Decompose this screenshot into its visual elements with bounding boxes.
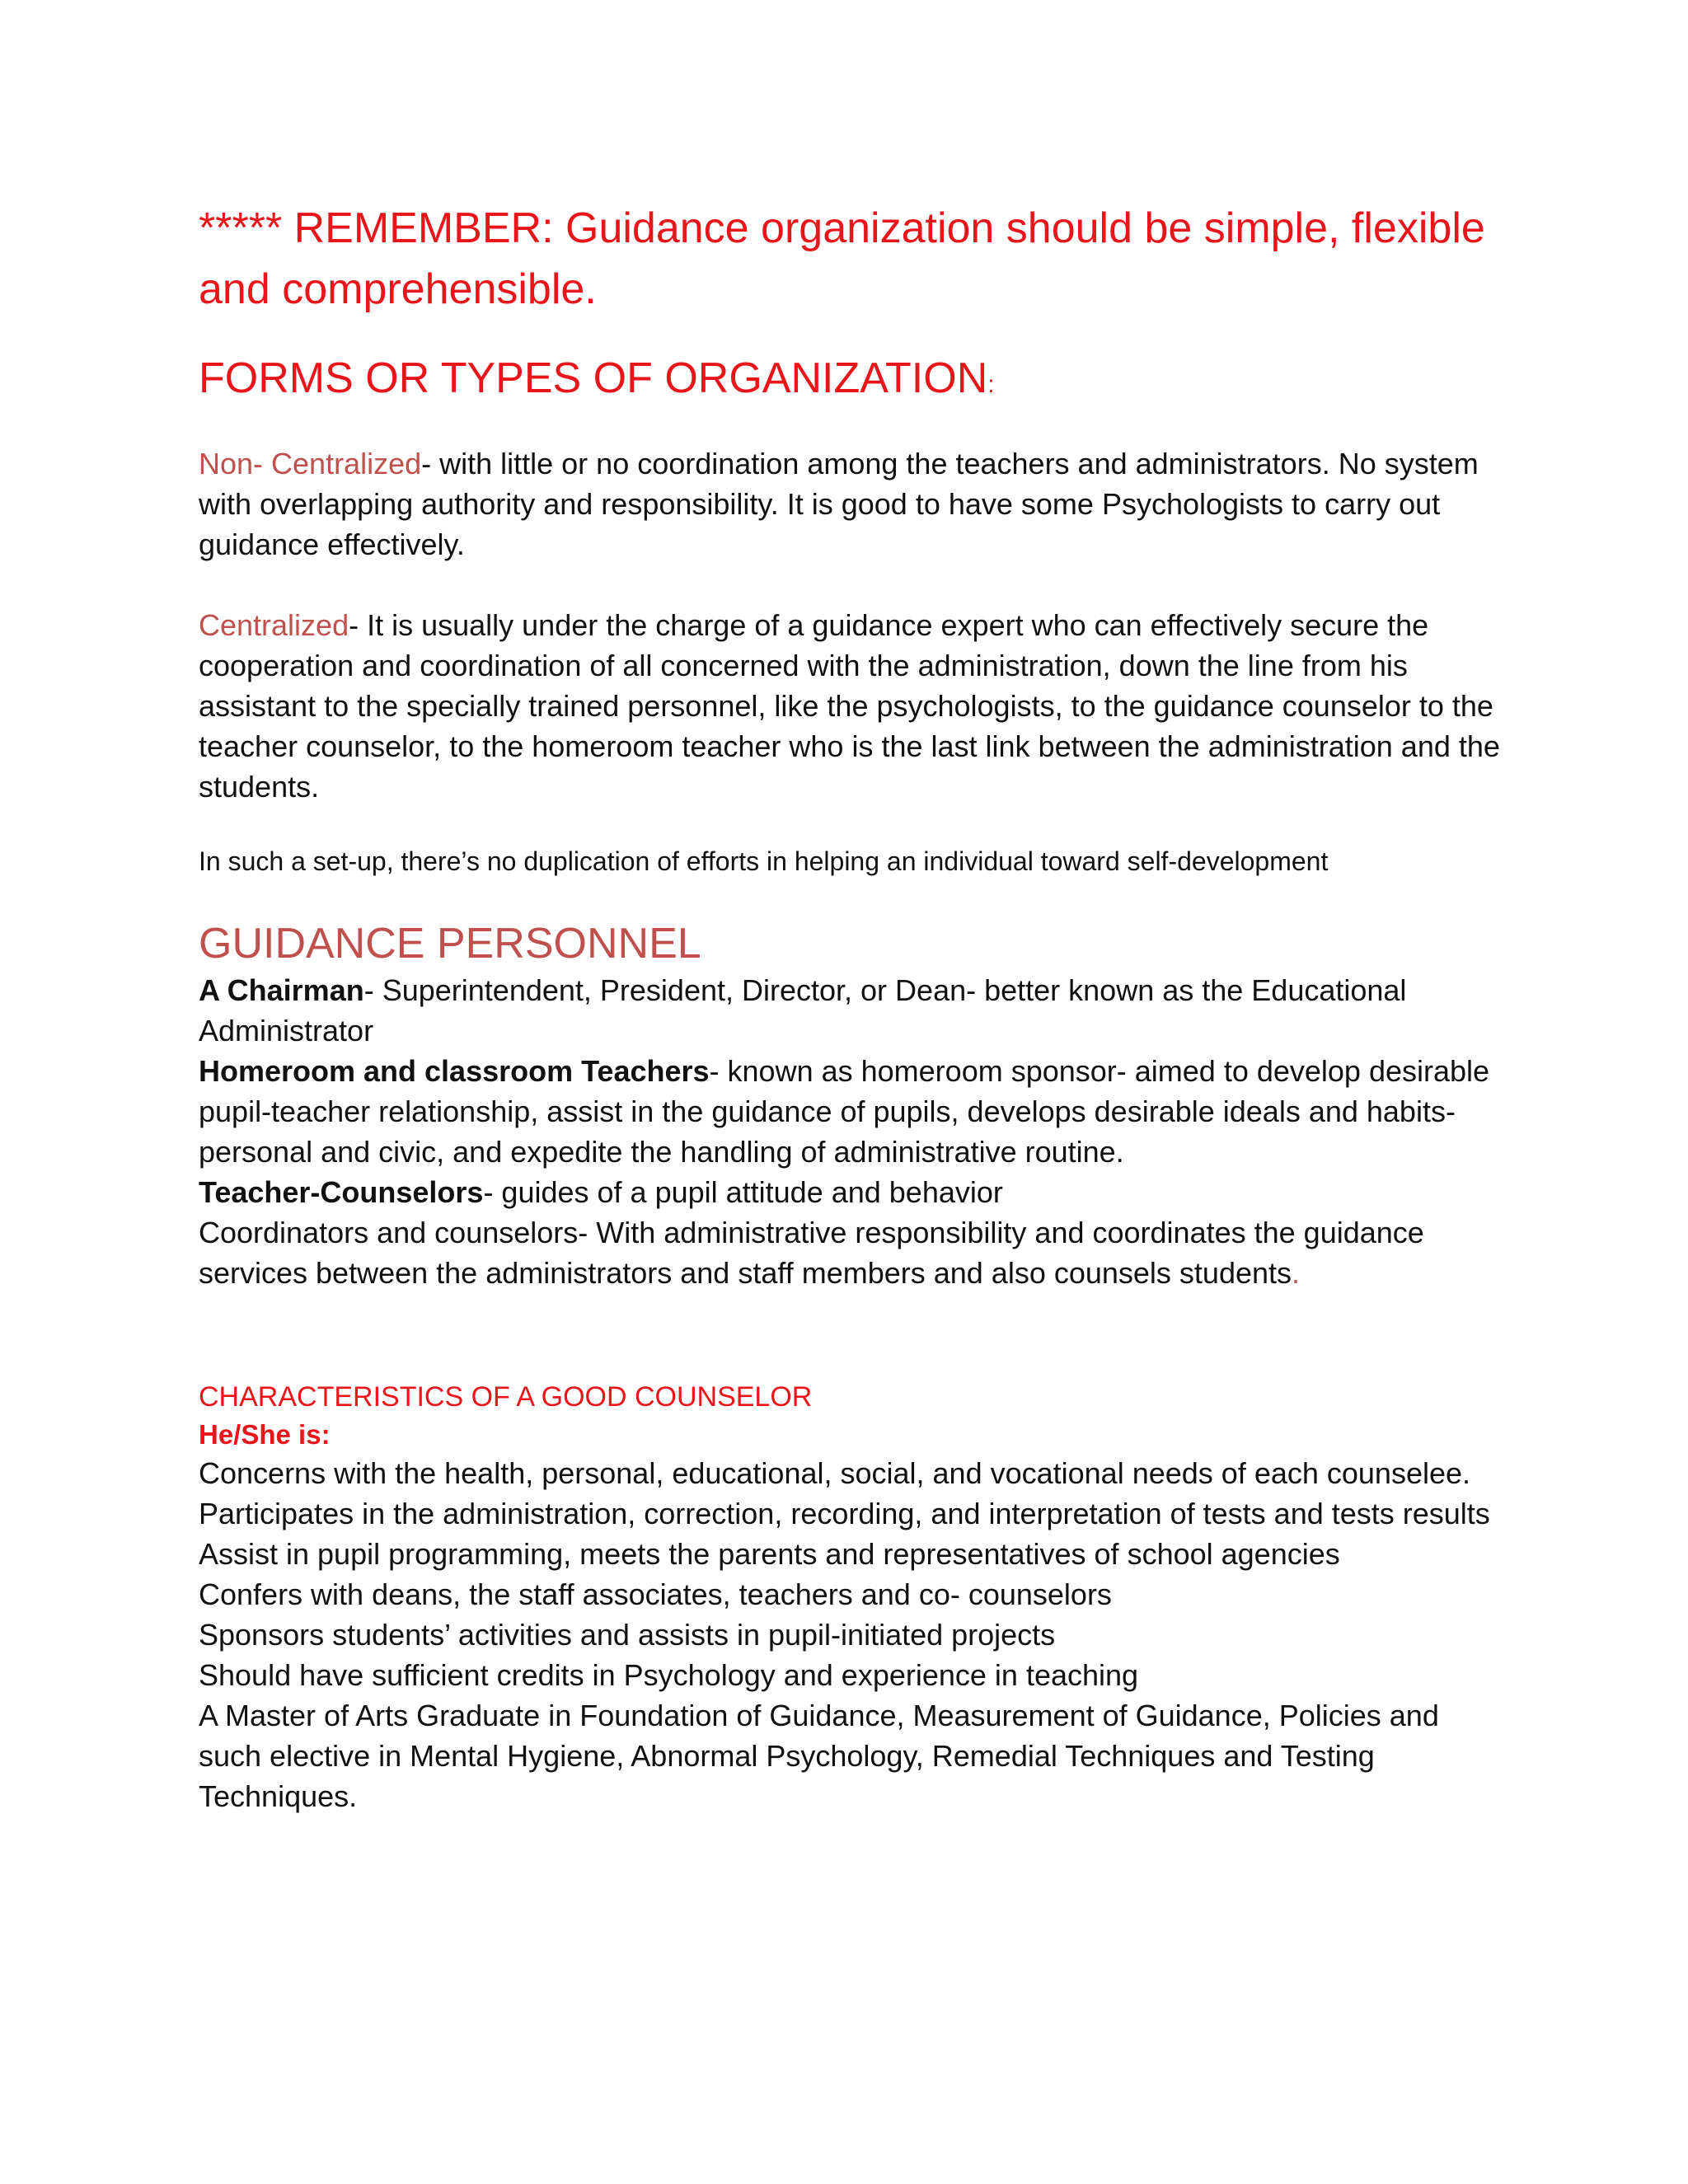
coordinators-entry <box>199 1212 1501 1293</box>
teacher-counselors-term: Teacher-Counselors <box>199 1175 484 1209</box>
homeroom-entry <box>199 1051 1501 1172</box>
teacher-counselors-text: - guides of a pupil attitude and behavior <box>483 1175 1003 1209</box>
centralized-text: - It is usually under the charge of a guidance expert who can effectively secure the cooperation and coordination of all concerned with the administration, down the line from his assistant to the specially trained personnel, like the psychologists, to the guidance counselor to the teacher counselor, to the homeroom teacher who is the last link between the administration and the students. <box>199 608 1500 804</box>
forms-heading <box>199 349 1501 414</box>
chairman-term: A Chairman <box>199 973 364 1007</box>
document-page <box>199 198 1501 1816</box>
teacher-counselors-entry <box>199 1172 1501 1212</box>
setup-note: In such a set-up, there’s no duplication of efforts in helping an individual toward self-development <box>199 846 1329 876</box>
coordinators-text: Coordinators and counselors- With administrative responsibility and coordinates the guidance services between the administrators and staff members and also counsels students <box>199 1216 1424 1290</box>
non-centralized-paragraph <box>199 443 1501 565</box>
characteristic-item: Should have sufficient credits in Psychology and experience in teaching <box>199 1658 1139 1692</box>
chairman-entry <box>199 970 1501 1051</box>
remember-note: ***** REMEMBER: Guidance organization should be simple, flexible and comprehensible. <box>199 204 1485 313</box>
personnel-heading: GUIDANCE PERSONNEL <box>199 920 701 968</box>
chairman-text: - Superintendent, President, Director, or Dean- better known as the Educational Administrator <box>199 973 1407 1047</box>
homeroom-term: Homeroom and classroom Teachers <box>199 1054 710 1088</box>
centralized-paragraph <box>199 605 1501 807</box>
coordinators-end: . <box>1292 1256 1301 1290</box>
characteristics-subheading: He/She is: <box>199 1419 331 1450</box>
non-centralized-text: - with little or no coordination among the teachers and administrators. No system with overlapping authority and responsibility. It is good to have some Psychologists to carry out guidance effectively. <box>199 447 1479 561</box>
characteristic-item: A Master of Arts Graduate in Foundation of Guidance, Measurement of Guidance, Policies and such elective in Mental Hygiene, Abnormal Psychology, Remedial Techniques and Testing Techniques. <box>199 1699 1439 1813</box>
characteristic-item: Assist in pupil programming, meets the parents and representatives of school agencies <box>199 1537 1340 1571</box>
non-centralized-term: Non- Centralized <box>199 447 422 480</box>
characteristic-item: Sponsors students’ activities and assists in pupil-initiated projects <box>199 1618 1056 1652</box>
homeroom-text: - known as homeroom sponsor- aimed to develop desirable pupil-teacher relationship, assist in the guidance of pupils, develops desirable ideals and habits- personal and civic, and expedite the handling of administrative routine. <box>199 1054 1490 1169</box>
forms-heading-colon: : <box>987 371 995 398</box>
forms-heading-text: FORMS OR TYPES OF ORGANIZATION <box>199 354 988 402</box>
characteristic-item: Concerns with the health, personal, educational, social, and vocational needs of each counselee. <box>199 1456 1471 1490</box>
characteristic-item: Participates in the administration, correction, recording, and interpretation of tests and tests results <box>199 1497 1490 1530</box>
characteristic-item: Confers with deans, the staff associates, teachers and co- counselors <box>199 1577 1112 1611</box>
centralized-term: Centralized <box>199 608 349 642</box>
characteristics-heading: CHARACTERISTICS OF A GOOD COUNSELOR <box>199 1381 813 1413</box>
